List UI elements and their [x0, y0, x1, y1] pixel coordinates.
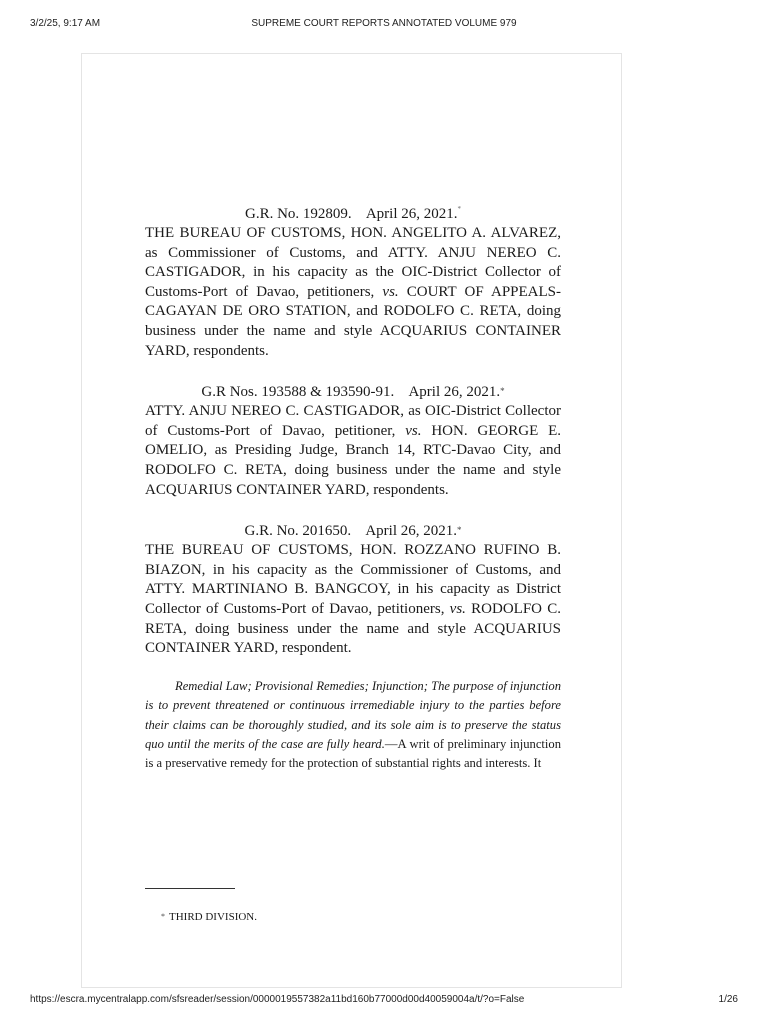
footnote-marker: * [161, 912, 165, 921]
footnote [161, 910, 257, 924]
versus: vs. [405, 422, 422, 439]
case-date: April 26, 2021. [365, 523, 458, 540]
footnote-marker[interactable]: * [457, 205, 462, 213]
versus: vs. [382, 283, 399, 300]
case-block-3 [145, 520, 561, 659]
parties-text: COURT OF APPEALS-CAGAYAN DE ORO STATION, and RODOLFO C. RETA, doing business under the name and style ACQUARIUS CONTAINER YARD, respondents. [145, 283, 561, 359]
case-block-1 [145, 199, 561, 361]
parties-text: HON. GEORGE E. OMELIO, as Presiding Judge, Branch 14, RTC-Davao City, and RODOLFO C. RETA, doing business under the name and style ACQUARIUS CONTAINER YARD, respondents. [145, 422, 561, 498]
parties-text: THE BUREAU OF CUSTOMS, HON. ROZZANO RUFINO B. BIAZON, in his capacity as the Commissioner of Customs, and ATTY. MARTINIANO B. BANGCOY, in his capacity as District Collector of Customs-Port of Davao, petitioners, [145, 542, 561, 617]
print-title: SUPREME COURT REPORTS ANNOTATED VOLUME 979 [251, 18, 517, 29]
case-parties [145, 541, 561, 659]
syllabus-text: —A writ of preliminary injunction is a preservative remedy for the protection of substantial rights and interests. It [145, 736, 561, 771]
page-url: https://escra.mycentralapp.com/sfsreader/session/0000019557382a11bd160b77000d00d40059004a/t/?o=False [30, 994, 525, 1005]
page-indicator: 1/26 [718, 994, 738, 1005]
case-heading [145, 520, 561, 541]
footnote-divider [145, 888, 235, 889]
case-date: April 26, 2021. [408, 384, 501, 401]
page-content [145, 199, 561, 774]
print-header [0, 18, 768, 32]
case-block-2 [145, 381, 561, 500]
case-heading [145, 199, 561, 224]
case-number: G.R. No. 192809. [244, 206, 352, 222]
syllabus-topic: Remedial Law; Provisional Remedies; Injunction; The purpose of injunction is to prevent threatened or continuous irremediable injury to the parties before their claims can be thoroughly studied, and its sole aim is to preserve the status quo until the merits of the case are fully heard. [145, 678, 561, 751]
footnote-text: THIRD DIVISION. [169, 911, 257, 923]
case-parties [145, 402, 561, 500]
syllabus-paragraph [145, 677, 561, 774]
parties-text: ATTY. ANJU NEREO C. CASTIGADOR, as OIC-District Collector of Customs-Port of Davao, petitioner, [145, 403, 561, 439]
case-number: G.R Nos. 193588 & 193590-91. [201, 384, 395, 401]
case-date: April 26, 2021. [365, 206, 458, 222]
case-number: G.R. No. 201650. [244, 523, 352, 540]
footnote-marker[interactable]: * [457, 525, 462, 536]
case-parties [145, 224, 561, 361]
footnote-marker[interactable]: * [500, 386, 505, 397]
parties-text: THE BUREAU OF CUSTOMS, HON. ANGELITO A. ALVAREZ, as Commissioner of Customs, and ATTY. ANJU NEREO C. CASTIGADOR, in his capacity as the OIC-District Collector of Customs-Port of Davao, petitioners, [145, 225, 561, 300]
document-page [81, 53, 622, 988]
print-footer [0, 994, 768, 1008]
print-datetime: 3/2/25, 9:17 AM [30, 18, 101, 29]
versus: vs. [449, 600, 466, 617]
parties-text: RODOLFO C. RETA, doing business under the name and style ACQUARIUS CONTAINER YARD, respondent. [145, 600, 561, 657]
case-heading [145, 381, 561, 402]
